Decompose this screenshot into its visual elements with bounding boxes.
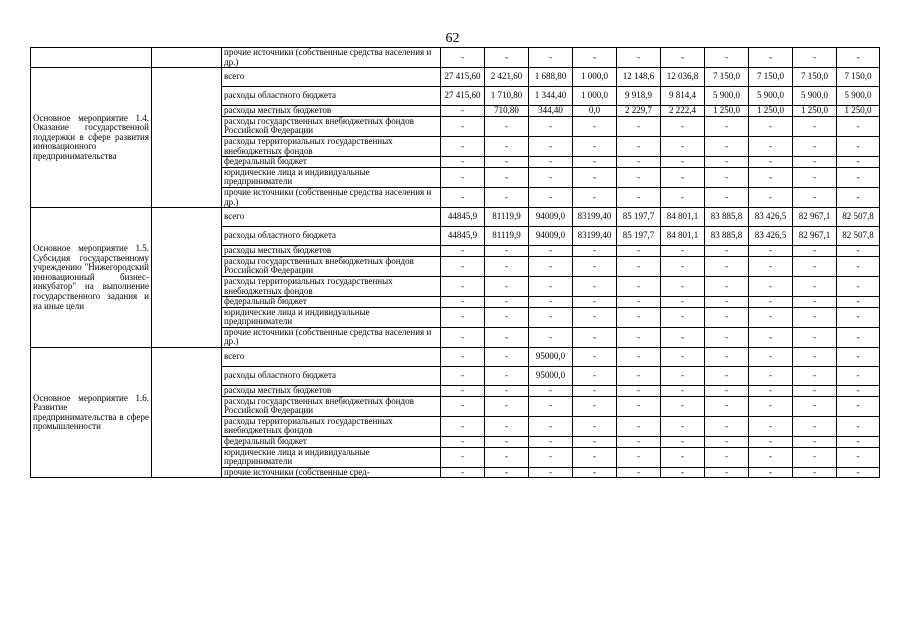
amount-cell: - [793, 307, 837, 327]
funding-source-cell: федеральный бюджет [222, 297, 441, 308]
amount-cell: 82 967,1 [793, 227, 837, 246]
amount-cell: - [793, 386, 837, 397]
amount-cell: - [485, 116, 529, 136]
amount-cell: - [529, 116, 573, 136]
amount-cell: 84 801,1 [661, 227, 705, 246]
amount-cell: - [837, 327, 880, 347]
amount-cell: - [529, 256, 573, 276]
amount-cell: - [837, 367, 880, 386]
amount-cell: - [617, 327, 661, 347]
amount-cell: - [441, 348, 485, 367]
funding-source-cell: расходы областного бюджета [222, 367, 441, 386]
amount-cell: - [485, 367, 529, 386]
amount-cell: 81119,9 [485, 208, 529, 227]
amount-cell: - [749, 437, 793, 448]
amount-cell: - [837, 136, 880, 156]
amount-cell: - [485, 136, 529, 156]
amount-cell: 5 900,0 [837, 87, 880, 106]
amount-cell: - [573, 167, 617, 187]
amount-cell: - [441, 297, 485, 308]
amount-cell: 5 900,0 [749, 87, 793, 106]
amount-cell: - [661, 307, 705, 327]
amount-cell: - [705, 327, 749, 347]
amount-cell: - [617, 348, 661, 367]
amount-cell: - [837, 307, 880, 327]
amount-cell: - [705, 136, 749, 156]
amount-cell: - [485, 297, 529, 308]
amount-cell: 710,80 [485, 106, 529, 117]
amount-cell: - [485, 187, 529, 207]
amount-cell: - [837, 187, 880, 207]
amount-cell: - [617, 416, 661, 436]
amount-cell: - [837, 256, 880, 276]
amount-cell: 82 507,8 [837, 227, 880, 246]
amount-cell: 81119,9 [485, 227, 529, 246]
funding-source-cell: расходы местных бюджетов [222, 246, 441, 257]
executor-cell [152, 68, 222, 208]
amount-cell: - [837, 157, 880, 168]
amount-cell: - [617, 396, 661, 416]
amount-cell: - [485, 307, 529, 327]
measure-title-cell [31, 48, 152, 68]
amount-cell: - [441, 48, 485, 68]
amount-cell: - [529, 136, 573, 156]
amount-cell: - [441, 327, 485, 347]
amount-cell: - [793, 396, 837, 416]
amount-cell: - [705, 447, 749, 467]
amount-cell: 1 344,40 [529, 87, 573, 106]
amount-cell: - [529, 276, 573, 296]
amount-cell: 7 150,0 [837, 68, 880, 87]
amount-cell: 7 150,0 [793, 68, 837, 87]
amount-cell: - [617, 246, 661, 257]
amount-cell: - [793, 348, 837, 367]
amount-cell: - [573, 467, 617, 478]
amount-cell: 82 507,8 [837, 208, 880, 227]
amount-cell: - [529, 467, 573, 478]
amount-cell: - [573, 297, 617, 308]
funding-source-cell: расходы областного бюджета [222, 227, 441, 246]
amount-cell: - [573, 246, 617, 257]
amount-cell: 9 814,4 [661, 87, 705, 106]
amount-cell: 44845,9 [441, 227, 485, 246]
funding-source-cell: прочие источники (собственные средства населения и др.) [222, 48, 441, 68]
amount-cell: - [793, 246, 837, 257]
amount-cell: 9 918,9 [617, 87, 661, 106]
amount-cell: - [793, 167, 837, 187]
amount-cell: - [705, 246, 749, 257]
funding-source-cell: юридические лица и индивидуальные предприниматели [222, 167, 441, 187]
amount-cell: - [793, 437, 837, 448]
amount-cell: - [749, 276, 793, 296]
amount-cell: - [749, 416, 793, 436]
amount-cell: - [529, 447, 573, 467]
amount-cell: - [749, 157, 793, 168]
executor-cell [152, 48, 222, 68]
amount-cell: - [441, 106, 485, 117]
amount-cell: 1 250,0 [749, 106, 793, 117]
funding-source-cell: прочие источники (собственные средства населения и др.) [222, 327, 441, 347]
amount-cell: 44845,9 [441, 208, 485, 227]
amount-cell: - [573, 116, 617, 136]
amount-cell: - [793, 297, 837, 308]
amount-cell: - [837, 246, 880, 257]
amount-cell: 12 148,6 [617, 68, 661, 87]
budget-table [30, 47, 880, 478]
amount-cell: - [793, 447, 837, 467]
funding-source-cell: расходы местных бюджетов [222, 106, 441, 117]
amount-cell: - [529, 297, 573, 308]
amount-cell: - [529, 48, 573, 68]
amount-cell: - [705, 157, 749, 168]
amount-cell: 27 415,60 [441, 87, 485, 106]
amount-cell: 1 250,0 [705, 106, 749, 117]
amount-cell: 95000,0 [529, 367, 573, 386]
amount-cell: - [485, 386, 529, 397]
funding-source-cell: юридические лица и индивидуальные предприниматели [222, 307, 441, 327]
amount-cell: - [661, 276, 705, 296]
amount-cell: - [573, 367, 617, 386]
amount-cell: 12 036,8 [661, 68, 705, 87]
amount-cell: - [485, 48, 529, 68]
amount-cell: - [705, 187, 749, 207]
amount-cell: - [793, 327, 837, 347]
amount-cell: - [661, 246, 705, 257]
amount-cell: - [793, 276, 837, 296]
amount-cell: - [705, 348, 749, 367]
measure-title-cell: Основное мероприятие 1.5. Субсидия государственному учреждению "Нижегородский инновационный бизнес-инкубатор" на выполнение государственного задания и на иные цели [31, 208, 152, 348]
funding-source-cell: всего [222, 68, 441, 87]
amount-cell: - [705, 416, 749, 436]
amount-cell: - [441, 396, 485, 416]
table-row [31, 208, 880, 227]
amount-cell: 94009,0 [529, 208, 573, 227]
amount-cell: - [573, 327, 617, 347]
amount-cell: - [749, 187, 793, 207]
amount-cell: 85 197,7 [617, 208, 661, 227]
amount-cell: - [617, 167, 661, 187]
amount-cell: - [705, 367, 749, 386]
amount-cell: - [529, 167, 573, 187]
amount-cell: 1 250,0 [793, 106, 837, 117]
amount-cell: - [573, 386, 617, 397]
amount-cell: - [837, 447, 880, 467]
amount-cell: - [617, 297, 661, 308]
amount-cell: - [441, 246, 485, 257]
amount-cell: 83 885,8 [705, 227, 749, 246]
amount-cell: - [661, 256, 705, 276]
amount-cell: - [485, 276, 529, 296]
amount-cell: - [749, 327, 793, 347]
amount-cell: - [749, 246, 793, 257]
amount-cell: 2 229,7 [617, 106, 661, 117]
amount-cell: - [485, 246, 529, 257]
amount-cell: - [529, 437, 573, 448]
amount-cell: - [837, 437, 880, 448]
amount-cell: 83199,40 [573, 227, 617, 246]
amount-cell: 1 000,0 [573, 87, 617, 106]
amount-cell: 5 900,0 [705, 87, 749, 106]
amount-cell: 1 710,80 [485, 87, 529, 106]
amount-cell: - [749, 367, 793, 386]
amount-cell: 83 426,5 [749, 227, 793, 246]
amount-cell: 83 426,5 [749, 208, 793, 227]
amount-cell: 7 150,0 [705, 68, 749, 87]
amount-cell: - [837, 48, 880, 68]
amount-cell: - [573, 437, 617, 448]
amount-cell: - [573, 447, 617, 467]
amount-cell: - [573, 307, 617, 327]
amount-cell: - [529, 187, 573, 207]
amount-cell: - [617, 307, 661, 327]
funding-source-cell: федеральный бюджет [222, 157, 441, 168]
amount-cell: - [661, 437, 705, 448]
amount-cell: 95000,0 [529, 348, 573, 367]
table-row [31, 68, 880, 87]
amount-cell: - [617, 136, 661, 156]
amount-cell: - [749, 386, 793, 397]
amount-cell: 7 150,0 [749, 68, 793, 87]
amount-cell: - [661, 348, 705, 367]
amount-cell: - [749, 307, 793, 327]
funding-source-cell: федеральный бюджет [222, 437, 441, 448]
amount-cell: - [485, 467, 529, 478]
amount-cell: - [441, 467, 485, 478]
amount-cell: - [837, 348, 880, 367]
amount-cell: - [529, 327, 573, 347]
amount-cell: - [705, 467, 749, 478]
amount-cell: - [573, 157, 617, 168]
amount-cell: - [441, 367, 485, 386]
amount-cell: - [749, 167, 793, 187]
amount-cell: - [705, 48, 749, 68]
amount-cell: - [617, 48, 661, 68]
amount-cell: - [661, 396, 705, 416]
amount-cell: - [705, 396, 749, 416]
funding-source-cell: прочие источники (собственные сред- [222, 467, 441, 478]
amount-cell: - [573, 276, 617, 296]
amount-cell: 83199,40 [573, 208, 617, 227]
amount-cell: - [485, 447, 529, 467]
funding-source-cell: расходы областного бюджета [222, 87, 441, 106]
funding-source-cell: расходы местных бюджетов [222, 386, 441, 397]
amount-cell: - [837, 396, 880, 416]
amount-cell: 2 222,4 [661, 106, 705, 117]
amount-cell: 1 000,0 [573, 68, 617, 87]
amount-cell: - [529, 157, 573, 168]
amount-cell: - [441, 416, 485, 436]
amount-cell: - [837, 416, 880, 436]
amount-cell: - [661, 136, 705, 156]
amount-cell: 0,0 [573, 106, 617, 117]
amount-cell: - [705, 167, 749, 187]
amount-cell: - [529, 386, 573, 397]
amount-cell: - [793, 48, 837, 68]
amount-cell: - [441, 437, 485, 448]
funding-source-cell: расходы территориальных государственных внебюджетных фондов [222, 416, 441, 436]
amount-cell: - [705, 386, 749, 397]
table-row [31, 348, 880, 367]
amount-cell: - [661, 467, 705, 478]
amount-cell: - [485, 416, 529, 436]
amount-cell: - [705, 256, 749, 276]
amount-cell: - [573, 187, 617, 207]
amount-cell: 2 421,60 [485, 68, 529, 87]
amount-cell: - [749, 447, 793, 467]
measure-title-cell: Основное мероприятие 1.6. Развитие предпринимательства в сфере промышленности [31, 348, 152, 478]
amount-cell: 94009,0 [529, 227, 573, 246]
amount-cell: - [573, 348, 617, 367]
amount-cell: 85 197,7 [617, 227, 661, 246]
amount-cell: - [749, 396, 793, 416]
amount-cell: - [793, 367, 837, 386]
amount-cell: - [661, 367, 705, 386]
amount-cell: 84 801,1 [661, 208, 705, 227]
amount-cell: - [749, 348, 793, 367]
amount-cell: - [793, 116, 837, 136]
amount-cell: - [529, 246, 573, 257]
amount-cell: - [617, 187, 661, 207]
amount-cell: - [617, 116, 661, 136]
amount-cell: - [441, 447, 485, 467]
amount-cell: - [661, 157, 705, 168]
amount-cell: - [573, 48, 617, 68]
amount-cell: - [661, 327, 705, 347]
table-body [31, 48, 880, 478]
amount-cell: - [661, 447, 705, 467]
amount-cell: - [661, 416, 705, 436]
funding-source-cell: расходы территориальных государственных внебюджетных фондов [222, 276, 441, 296]
amount-cell: - [485, 167, 529, 187]
amount-cell: - [661, 386, 705, 397]
amount-cell: - [661, 187, 705, 207]
funding-source-cell: прочие источники (собственные средства населения и др.) [222, 187, 441, 207]
amount-cell: 5 900,0 [793, 87, 837, 106]
amount-cell: - [705, 297, 749, 308]
amount-cell: - [441, 157, 485, 168]
table-row [31, 48, 880, 68]
amount-cell: - [837, 167, 880, 187]
funding-source-cell: всего [222, 208, 441, 227]
funding-source-cell: расходы государственных внебюджетных фондов Российской Федерации [222, 396, 441, 416]
amount-cell: - [749, 297, 793, 308]
amount-cell: - [529, 307, 573, 327]
amount-cell: - [485, 256, 529, 276]
amount-cell: - [837, 297, 880, 308]
amount-cell: - [661, 48, 705, 68]
amount-cell: - [617, 386, 661, 397]
amount-cell: - [617, 256, 661, 276]
funding-source-cell: юридические лица и индивидуальные предприниматели [222, 447, 441, 467]
amount-cell: - [617, 447, 661, 467]
amount-cell: - [441, 307, 485, 327]
amount-cell: - [705, 116, 749, 136]
amount-cell: - [441, 187, 485, 207]
amount-cell: - [837, 116, 880, 136]
measure-title-cell: Основное мероприятие 1.4. Оказание государственной поддержки в сфере развития инновационного предпринимательства [31, 68, 152, 208]
amount-cell: - [793, 416, 837, 436]
amount-cell: - [705, 307, 749, 327]
amount-cell: - [793, 136, 837, 156]
amount-cell: - [661, 167, 705, 187]
amount-cell: - [661, 116, 705, 136]
amount-cell: - [793, 467, 837, 478]
amount-cell: 344,40 [529, 106, 573, 117]
amount-cell: - [705, 276, 749, 296]
amount-cell: - [793, 256, 837, 276]
funding-source-cell: расходы государственных внебюджетных фондов Российской Федерации [222, 116, 441, 136]
amount-cell: - [441, 386, 485, 397]
amount-cell: - [485, 396, 529, 416]
executor-cell [152, 208, 222, 348]
amount-cell: - [441, 116, 485, 136]
amount-cell: - [485, 327, 529, 347]
funding-source-cell: всего [222, 348, 441, 367]
amount-cell: - [485, 348, 529, 367]
amount-cell: - [617, 467, 661, 478]
amount-cell: - [441, 136, 485, 156]
funding-source-cell: расходы государственных внебюджетных фондов Российской Федерации [222, 256, 441, 276]
amount-cell: - [441, 167, 485, 187]
amount-cell: - [837, 386, 880, 397]
amount-cell: - [793, 157, 837, 168]
amount-cell: - [617, 157, 661, 168]
amount-cell: - [837, 467, 880, 478]
amount-cell: 83 885,8 [705, 208, 749, 227]
amount-cell: - [441, 256, 485, 276]
amount-cell: - [661, 297, 705, 308]
amount-cell: - [573, 136, 617, 156]
amount-cell: - [573, 256, 617, 276]
amount-cell: 1 688,80 [529, 68, 573, 87]
funding-source-cell: расходы территориальных государственных внебюджетных фондов [222, 136, 441, 156]
amount-cell: 1 250,0 [837, 106, 880, 117]
amount-cell: - [793, 187, 837, 207]
amount-cell: - [441, 276, 485, 296]
amount-cell: 82 967,1 [793, 208, 837, 227]
amount-cell: - [573, 416, 617, 436]
amount-cell: - [617, 367, 661, 386]
amount-cell: - [705, 437, 749, 448]
amount-cell: - [749, 116, 793, 136]
amount-cell: - [749, 48, 793, 68]
executor-cell [152, 348, 222, 478]
amount-cell: - [837, 276, 880, 296]
amount-cell: - [573, 396, 617, 416]
page-number: 62 [445, 31, 460, 46]
amount-cell: - [749, 256, 793, 276]
amount-cell: - [617, 276, 661, 296]
amount-cell: - [749, 467, 793, 478]
amount-cell: - [749, 136, 793, 156]
amount-cell: - [617, 437, 661, 448]
amount-cell: - [529, 416, 573, 436]
amount-cell: 27 415,60 [441, 68, 485, 87]
amount-cell: - [529, 396, 573, 416]
amount-cell: - [485, 157, 529, 168]
amount-cell: - [485, 437, 529, 448]
